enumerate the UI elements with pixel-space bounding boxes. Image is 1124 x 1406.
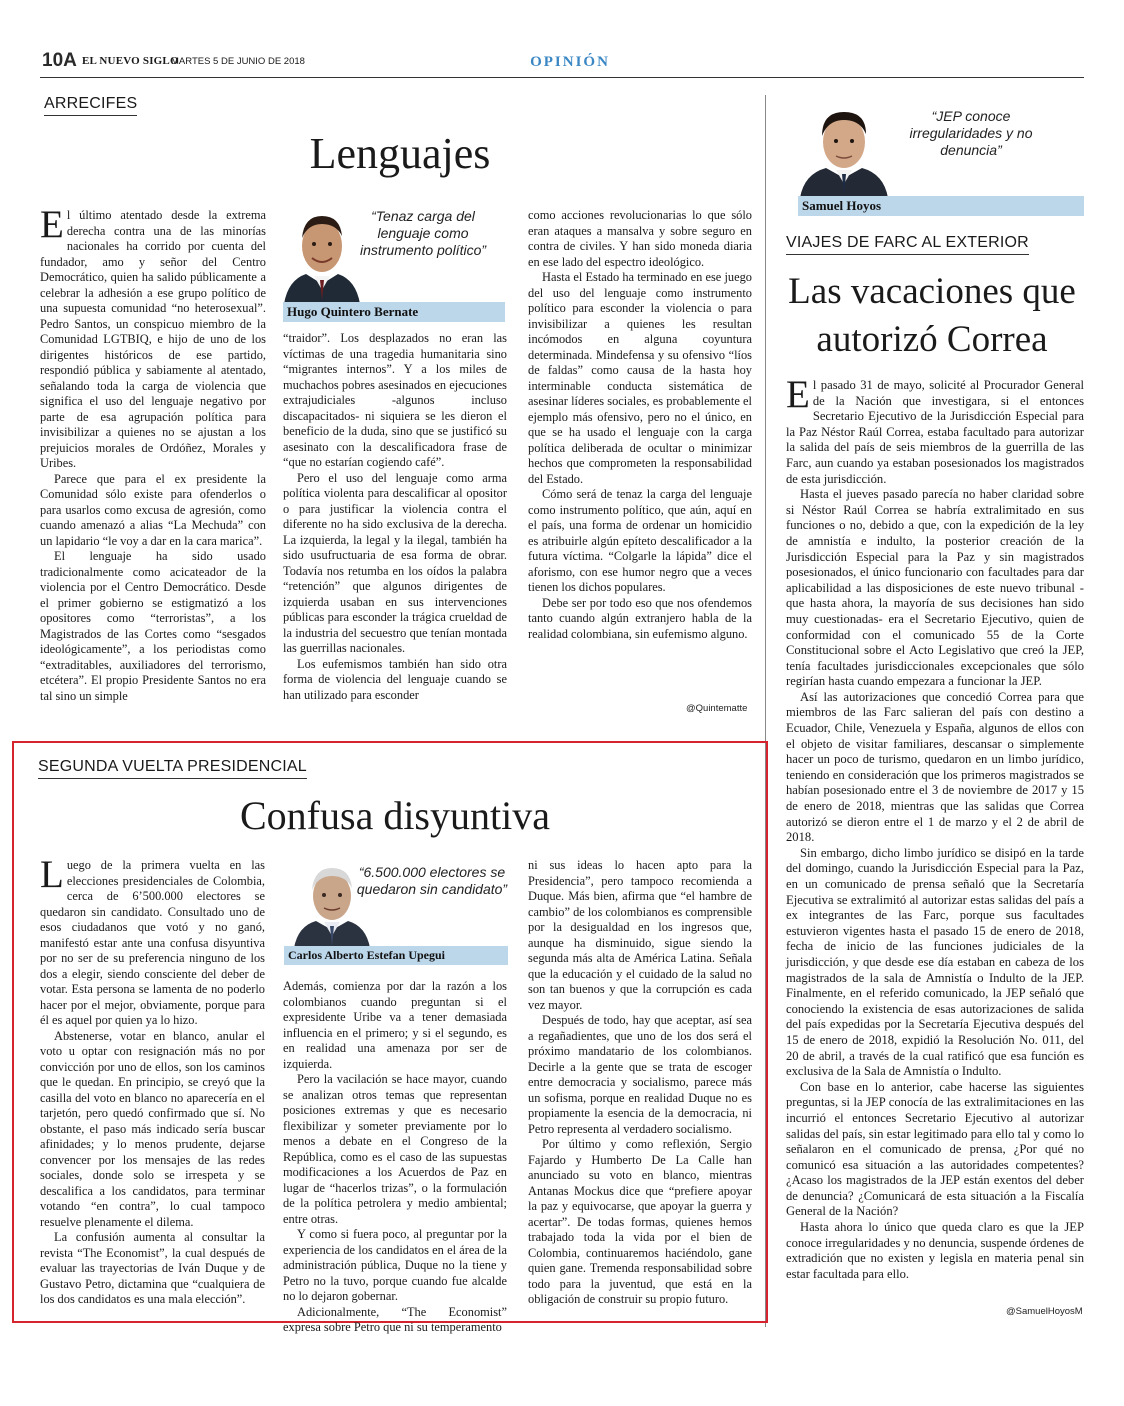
headline-vacaciones: Las vacaciones que autorizó Correa: [788, 271, 1076, 360]
section-title: OPINIÓN: [530, 54, 610, 70]
newspaper-name: EL NUEVO SIGLO: [82, 55, 179, 67]
author-name-carlos: Carlos Alberto Estefan Upegui: [284, 946, 508, 965]
confusa-col2-p2: Pero la vacilación se hace mayor, cuando se analizan otros temas que representan posiciones extremas y que es necesario flexibilizar y someter previamente por lo menos a debate en el Congreso de la República, como es el caso de las supuestas modificaciones a los Acuerdos de Paz en lugar de “hacerlos trizas”, o la formulación de la política petrolera y medio ambiental; entre otras.: [283, 1072, 507, 1226]
confusa-col3-p2: Después de todo, hay que aceptar, así sea a regañadientes, que uno de los dos será el próximo mandatario de los colombianos. Decirle a la gente que se trata de escoger entre democracia y socialismo, parece más un sofisma, porque en realidad Duque no es propiamente la esencia de la democracia, ni Petro representa al verdadero socialismo.: [528, 1013, 752, 1136]
kicker-arrecifes: ARRECIFES: [44, 95, 137, 116]
vacaciones-body: [786, 373, 1084, 1288]
author-name-samuel: Samuel Hoyos: [798, 196, 1084, 216]
twitter-handle-hugo: @Quintematte: [686, 703, 748, 714]
dropcap: E: [40, 203, 64, 246]
author-name-hugo: Hugo Quintero Bernate: [283, 302, 505, 322]
author-photo-samuel: [796, 104, 892, 198]
lenguajes-col3-p2: Hasta el Estado ha terminado en ese juego del uso del lenguaje como instrumento político para esconder la violencia o para invisibilizar a quienes les resultan incómodos en alguna coyuntura determinada. Mindefensa y su ofensivo “líos de faldas” como causa de la hasta hoy interminable conducta sistemática de asesinar líderes sociales, es probablemente el ejemplo más ofensivo, pero no el único, en que se ha usado el lenguaje con la carga política deliberada de ocultar o minimizar hechos que comprometen la responsabilidad del Estado.: [528, 270, 752, 486]
headline-confusa-disyuntiva: Confusa disyuntiva: [240, 793, 550, 838]
pull-quote-vacaciones: “JEP conoce irregularidades y no denuncia”: [909, 108, 1033, 158]
confusa-col2-p1: Además, comienza por dar la razón a los colombianos cuando preguntan si el expresidente Uribe va a tener demasiada influencia en el primero; y si el segundo, es en realidad una amenaza por ser de izquierda.: [283, 979, 507, 1071]
confusa-col2-p3: Y como si fuera poco, al preguntar por la experiencia de los candidatos en el área de la administración pública, Duque no la tiene y Petro no la tuvo, porque cuando fue alcalde no lo dejaron gobernar.: [283, 1227, 507, 1303]
vacaciones-p1: El pasado 31 de mayo, solicité al Procurador General de la Nación que investigara, si el entonces Secretario Ejecutivo de la Jurisdicción Especial para la Paz Néstor Raúl Correa, estaba facultado para autorizar la salida del país de seis miembros de la guerrilla de las Farc, aun cuando ya estaban posesionados los magistrados de esta jurisdicción.: [786, 373, 1084, 486]
lenguajes-column-1: [40, 203, 266, 718]
confusa-col1-p2: Abstenerse, votar en blanco, anular el voto u optar con resignación más no por convicción por uno de ellos, son los caminos que le quedan. En principio, se creyó que la casilla del voto en blanco no aparecería en el tarjetón, pero quedó confirmado que sí. No obstante, el paso más indicado sería buscar afinidades; y lo menos prudente, dejarse convencer por los mensajes de las redes sociales, donde solo se irrespeta y se descalifica a los candidatos, para terminar votando “en contra”, lo cual tampoco resuelve plenamente el dilema.: [40, 1028, 265, 1229]
kicker-segunda-vuelta: SEGUNDA VUELTA PRESIDENCIAL: [38, 758, 307, 779]
header-divider: [40, 77, 1084, 78]
confusa-col3-p3: Por último y como reflexión, Sergio Fajardo y Humberto De La Calle han anunciado su voto en blanco, mientras Antanas Mockus dice que “prefiere apoyar la paz y equivocarse, que apoyar la guerra y acertar”. De todas formas, quienes hemos trabajado toda la vida por el bien de Colombia, continuaremos haciéndolo, gane quien gane. Tremenda responsabilidad sobre todo para la juventud, que está en la obligación de construir su propio futuro.: [528, 1137, 752, 1306]
kicker-viajes-farc: VIAJES DE FARC AL EXTERIOR: [786, 234, 1029, 255]
twitter-handle-samuel: @SamuelHoyosM: [1006, 1306, 1083, 1317]
lenguajes-col1-p1: El último atentado desde la extrema derecha contra una de las minorías nacionales ha corrido por cuenta del fundador, amo y señor del Centro Democrático, quien ha salido públicamente a celebrar la adhesión a ese grupo político de una supuesta comunidad “no heterosexual”. Pedro Santos, un conspicuo miembro de la Comunidad LGTBIQ, e hijo de uno de los dirigentes históricos de ese partido, respondió pública y sabiamente al atentado, señalando toda la carga de violencia que significa el uso del lenguaje negativo por parte de esa agrupación política para invisibilizar a quienes no se ajustan a los prejuicios morales de Ordóñez, Morales y Uribes.: [40, 203, 266, 470]
dropcap: E: [786, 373, 810, 416]
pull-quote-lenguajes: “Tenaz carga del lenguaje como instrumento político”: [359, 208, 487, 258]
author-photo-hugo: [282, 204, 362, 304]
vacaciones-p2: Hasta el jueves pasado parecía no haber claridad sobre si Néstor Raúl Correa se habría extralimitado en sus funciones o no, debido a que, con la expedición de la ley de amnistía e indulto, la posterior creación de la Jurisdicción Especial para la Paz y sin magistrados posesionados, el único funcionario con facultades para dar aplicabilidad a las disposiciones de este nuevo tribunal -que hasta ahora, la mayoría de sus decisiones han sido muy cuestionadas- era el Secretario Ejecutivo, quien de conformidad con el comunicado 55 de la Corte Constitucional sobre el Acto Legislativo que creó la JEP, tenía facultades jurisdiccionales excepcionales que sólo regirían hasta cuando empezara a funcionar la JEP.: [786, 487, 1084, 689]
confusa-col3-p1: ni sus ideas lo hacen apto para la Presidencia”, pero tampoco recomienda a Duque. Más bien, afirma que “el hambre de cambio” de los colombianos es comprensible por la desigualdad en los ingresos que, aunque ha disminuido, sigue siendo la segunda más alta de América Latina. Señala que la educación y el cuidado de la salud no son tan buenos y que la corrupción es cada vez mayor.: [528, 858, 753, 1012]
issue-date: MARTES 5 DE JUNIO DE 2018: [171, 56, 305, 67]
lenguajes-col2-p2: Pero el uso del lenguaje como arma política violenta para descalificar al opositor o para justificar la violencia contra el diferente no ha sido exclusiva de la derecha. La izquierda, la legal y la ilegal, también ha sido usufructuaria de esa forma de obrar. Todavía nos retumba en los oídos la palabra “retención” que algunos dirigentes de izquierda usaban en sus intervenciones públicas para esconder la trágica crueldad de la industria del secuestro que tenían montada las guerrillas nacionales.: [283, 470, 507, 655]
confusa-column-3: [528, 858, 752, 1313]
lenguajes-column-3: [528, 208, 752, 698]
headline-lenguajes: Lenguajes: [309, 129, 491, 178]
confusa-col1-p3: La confusión aumenta al consultar la revista “The Economist”, la cual después de evaluar las trayectorias de Iván Duque y de Gustavo Petro, dictamina que “cualquiera de los dos candidatos es una mala elección”.: [40, 1230, 265, 1306]
vacaciones-p5: Con base en lo anterior, cabe hacerse las siguientes preguntas, si la JEP conocía de las extralimitaciones en las incurrió el entonces Secretario Ejecutivo al autorizar salidas del país, sin estar legitimado para ello tal y como lo señalaron en el comunicado de prensa, ¿Por qué no comunicó esa situación a las autoridades competentes? ¿Acaso los magistrados de la JEP están exentos del deber de denuncia? ¿Comunicará de esta situación a la Fiscalía General de la Nación?: [786, 1079, 1084, 1219]
vacaciones-p4: Sin embargo, dicho limbo jurídico se disipó en la tarde del domingo, cuando la Jurisdicción Especial para la Paz, en un comunicado de prensa señaló que la Secretaría Ejecutiva se extralimitó al autorizar estas salidas del país a ex integrantes de las Farc, porque sus facultades estuvieron vigentes hasta el pasado 15 de enero de 2018, fecha de inicio de las funciones judiciales de la jurisdicción, y que desde ese día estaban en cabeza de los magistrados de la sala de Amnistía o Indulto de la JEP. Finalmente, en el referido comunicado, la JEP señaló que conociendo la existencia de esas autorizaciones de salida del país expedidas por la Secretaría Ejecutiva después del 15 de enero de 2018, expidió la Resolución No. 011, del 20 de abril, a través de la cual ratificó que esa función es exclusiva de la Sala de Amnistía o Indulto.: [786, 845, 1084, 1079]
lenguajes-col1-p2: Parece que para el ex presidente la Comunidad sólo existe para ofenderlos o para usarlos como excusa de agresión, como cuando amenazó a alias “La Mechuda” con un lapidario “le voy a dar en la cara marica”.: [40, 471, 266, 548]
confusa-col1-p1: Luego de la primera vuelta en las elecciones presidenciales de Colombia, cerca de 6’500.000 electores se quedaron sin candidato. Consultado uno de esos ciudadanos que votó y no ganó, manifestó estar ante una confusa disyuntiva por no ser de su preferencia ninguno de los dos a elegir, siendo consciente del deber de votar. Esta persona se lamenta de no poderlo hacer por el mejor, obviamente, porque para él es aquel por quien ya lo hizo.: [40, 853, 265, 1027]
lenguajes-col1-p3: El lenguaje ha sido usado tradicionalmente como acicateador de la violencia por el Centro Democrático. Desde el primer gobierno se estigmatizó a los opositores como “terroristas”, a los Magistrados de las Cortes como “sesgados ideológicamente”, a los periodistas como “extraditables, auxiliadores del terrorismo, etcétera”. El propio Presidente Santos no era tal sino un simple: [40, 549, 266, 703]
confusa-column-2: [283, 979, 507, 1334]
lenguajes-col2-p3: Los eufemismos también han sido otra forma de violencia del lenguaje cuando se han utilizado para esconder: [283, 656, 507, 702]
dropcap: L: [40, 853, 64, 896]
lenguajes-col3-p1: como acciones revolucionarias lo que sólo eran ataques a mansalva y sobre seguro en contra de civiles. Y han sido moneda diaria en ese lado del espectro ideológico.: [528, 208, 752, 269]
confusa-column-1: [40, 853, 265, 1313]
lenguajes-col2-p1: “traidor”. Los desplazados no eran las víctimas de una tragedia humanitaria sino “migrantes internos”. Y a los miles de muchachos pobres asesinados en ejecuciones extrajudiciales -algunos incluso discapacitados- ni siquiera se les dieron el beneficio de la duda, sino que se justificó su asesinato con la descalificadora frase de “que no estarían cogiendo café”.: [283, 331, 507, 469]
confusa-col2-p4: Adicionalmente, “The Economist” expresa sobre Petro que ni su temperamento: [283, 1304, 507, 1334]
lenguajes-col3-p3: Cómo será de tenaz la carga del lenguaje como instrumento político, que aún, aquí en el país, una forma de ordenar un homicidio es atribuirle algún epíteto descalificador a la futura víctima. “Colgarle la lápida” dice el aforismo, con ese humor negro que a veces tienen los dichos populares.: [528, 487, 752, 594]
vacaciones-p3: Así las autorizaciones que concedió Correa para que miembros de las Farc salieran del país con destino a Ecuador, Chile, Venezuela y España, algunos de ellos con el objeto de visitar familiares, descansar o simplemente hacer un poco de turismo, quedaron en un limbo jurídico, teniendo en consideración que los primeros magistrados se habían posesionado entre el 3 de noviembre de 2017 y 15 de enero de 2018, mientras que las salidas que Correa autorizó se dieron entre el 1 de marzo y el 2 de abril de 2018.: [786, 689, 1084, 845]
page-number: 10A: [42, 50, 77, 71]
vacaciones-p6: Hasta ahora lo único que queda claro es que la JEP conoce irregularidades y no denuncia, suspende órdenes de extradición que no existen y legisla en materia penal sin estar facultada para ello.: [786, 1220, 1084, 1281]
lenguajes-col3-p4: Debe ser por todo eso que nos ofendemos tanto cuando algún extranjero habla de la realidad colombiana, sin eufemismo alguno.: [528, 595, 752, 641]
pull-quote-confusa: “6.500.000 electores se quedaron sin candidato”: [356, 864, 508, 897]
lenguajes-column-2: [283, 331, 507, 717]
